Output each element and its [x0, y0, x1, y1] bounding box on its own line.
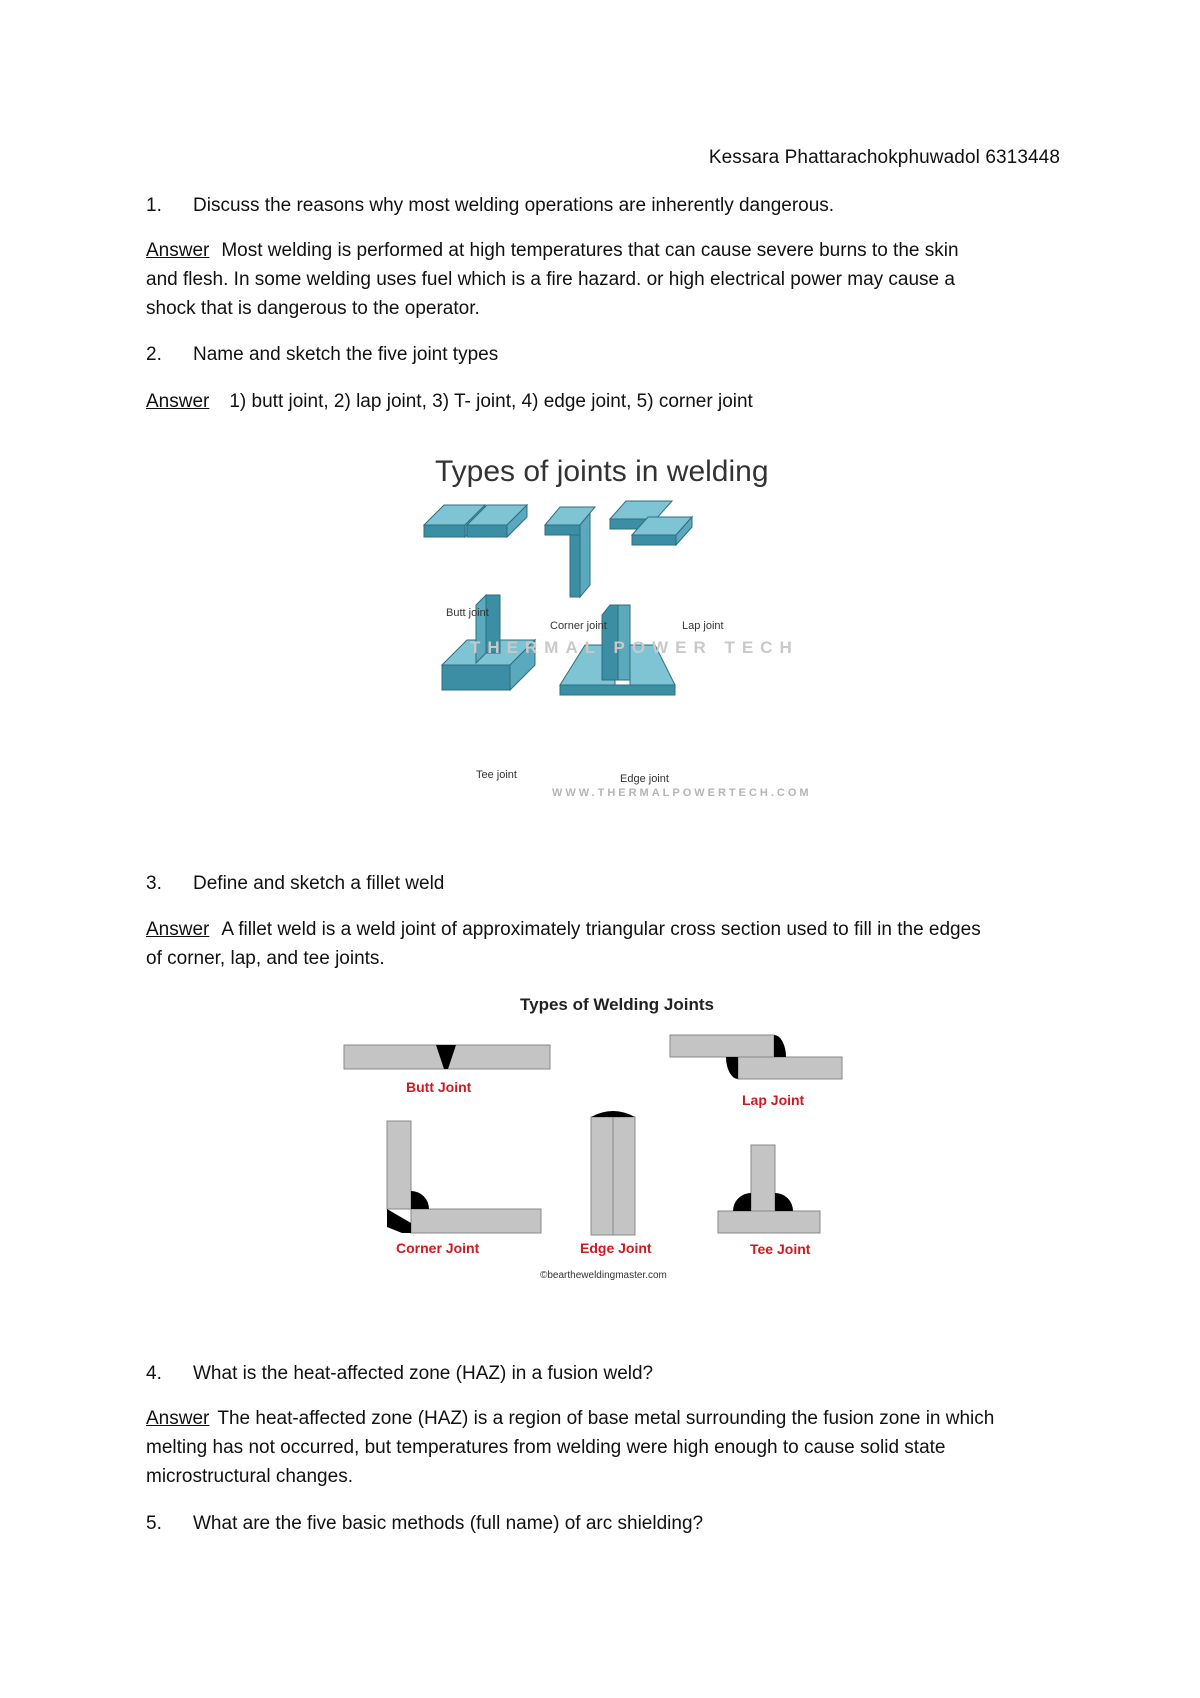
question-number: 1. — [146, 195, 162, 216]
question-2 — [146, 344, 498, 366]
answer-label: Answer — [146, 240, 210, 261]
answer-line: melting has not occurred, but temperatures from welding were high enough to cause solid state — [146, 1437, 946, 1458]
corner-joint-label: Corner Joint — [396, 1240, 480, 1256]
answer-2 — [146, 387, 1066, 416]
corner-joint-sketch — [545, 507, 595, 597]
answer-4 — [146, 1404, 1066, 1491]
lap-joint-sketch — [610, 501, 692, 545]
answer-label: Answer — [146, 1408, 210, 1429]
question-text: What is the heat-affected zone (HAZ) in a fusion weld? — [193, 1363, 654, 1384]
watermark-url: WWW.THERMALPOWERTECH.COM — [552, 787, 812, 799]
welding-joints-figure — [340, 995, 860, 1295]
joint-types-illustration — [410, 455, 840, 810]
corner-joint-label: Corner joint — [550, 620, 607, 632]
joint-types-figure — [410, 455, 840, 810]
author-header: Kessara Phattarachokphuwadol 6313448 — [708, 147, 1060, 168]
question-text: Name and sketch the five joint types — [193, 344, 499, 365]
answer-line: Answer Most welding is performed at high temperatures that can cause severe burns to the skin — [146, 240, 959, 261]
image-credit: ©beartheweldingmaster.com — [540, 1270, 667, 1281]
answer-line: and flesh. In some welding uses fuel which is a fire hazard. or high electrical power may cause a — [146, 269, 955, 290]
answer-label: Answer — [146, 391, 210, 412]
answer-line: Answer A fillet weld is a weld joint of approximately triangular cross section used to fill in the edges — [146, 919, 981, 940]
answer-1 — [146, 236, 1066, 323]
corner-joint-diagram — [387, 1121, 541, 1233]
lap-joint-label: Lap joint — [682, 620, 724, 632]
butt-joint-label: Butt Joint — [406, 1079, 472, 1095]
question-number: 5. — [146, 1513, 162, 1534]
answer-line: of corner, lap, and tee joints. — [146, 948, 385, 969]
answer-line: Answer The heat-affected zone (HAZ) is a region of base metal surrounding the fusion zone in which — [146, 1408, 995, 1429]
question-text: What are the five basic methods (full name) of arc shielding? — [193, 1513, 704, 1534]
tee-joint-label: Tee Joint — [750, 1241, 811, 1257]
answer-line: microstructural changes. — [146, 1466, 353, 1487]
butt-joint-label: Butt joint — [446, 607, 489, 619]
question-4 — [146, 1363, 653, 1385]
question-number: 4. — [146, 1363, 162, 1384]
butt-joint-sketch — [424, 505, 527, 537]
edge-joint-diagram — [591, 1111, 635, 1235]
question-3 — [146, 873, 444, 895]
question-number: 3. — [146, 873, 162, 894]
figure-title: Types of Welding Joints — [520, 995, 714, 1014]
lap-joint-diagram — [670, 1035, 842, 1079]
figure-title: Types of joints in welding — [435, 455, 769, 488]
edge-joint-label: Edge joint — [620, 773, 669, 785]
answer-3 — [146, 915, 1066, 973]
question-text: Discuss the reasons why most welding operations are inherently dangerous. — [193, 195, 835, 216]
tee-joint-diagram — [718, 1145, 820, 1233]
answer-line: Answer 1) butt joint, 2) lap joint, 3) T- joint, 4) edge joint, 5) corner joint — [146, 391, 753, 412]
answer-line: shock that is dangerous to the operator. — [146, 298, 480, 319]
watermark: THERMAL POWER TECH — [470, 638, 799, 657]
lap-joint-label: Lap Joint — [742, 1092, 805, 1108]
question-text: Define and sketch a fillet weld — [193, 873, 445, 894]
question-5 — [146, 1513, 703, 1535]
butt-joint-diagram — [344, 1045, 550, 1069]
edge-joint-label: Edge Joint — [580, 1240, 652, 1256]
answer-label: Answer — [146, 919, 210, 940]
question-number: 2. — [146, 344, 162, 365]
tee-joint-label: Tee joint — [476, 769, 517, 781]
question-1 — [146, 195, 834, 217]
